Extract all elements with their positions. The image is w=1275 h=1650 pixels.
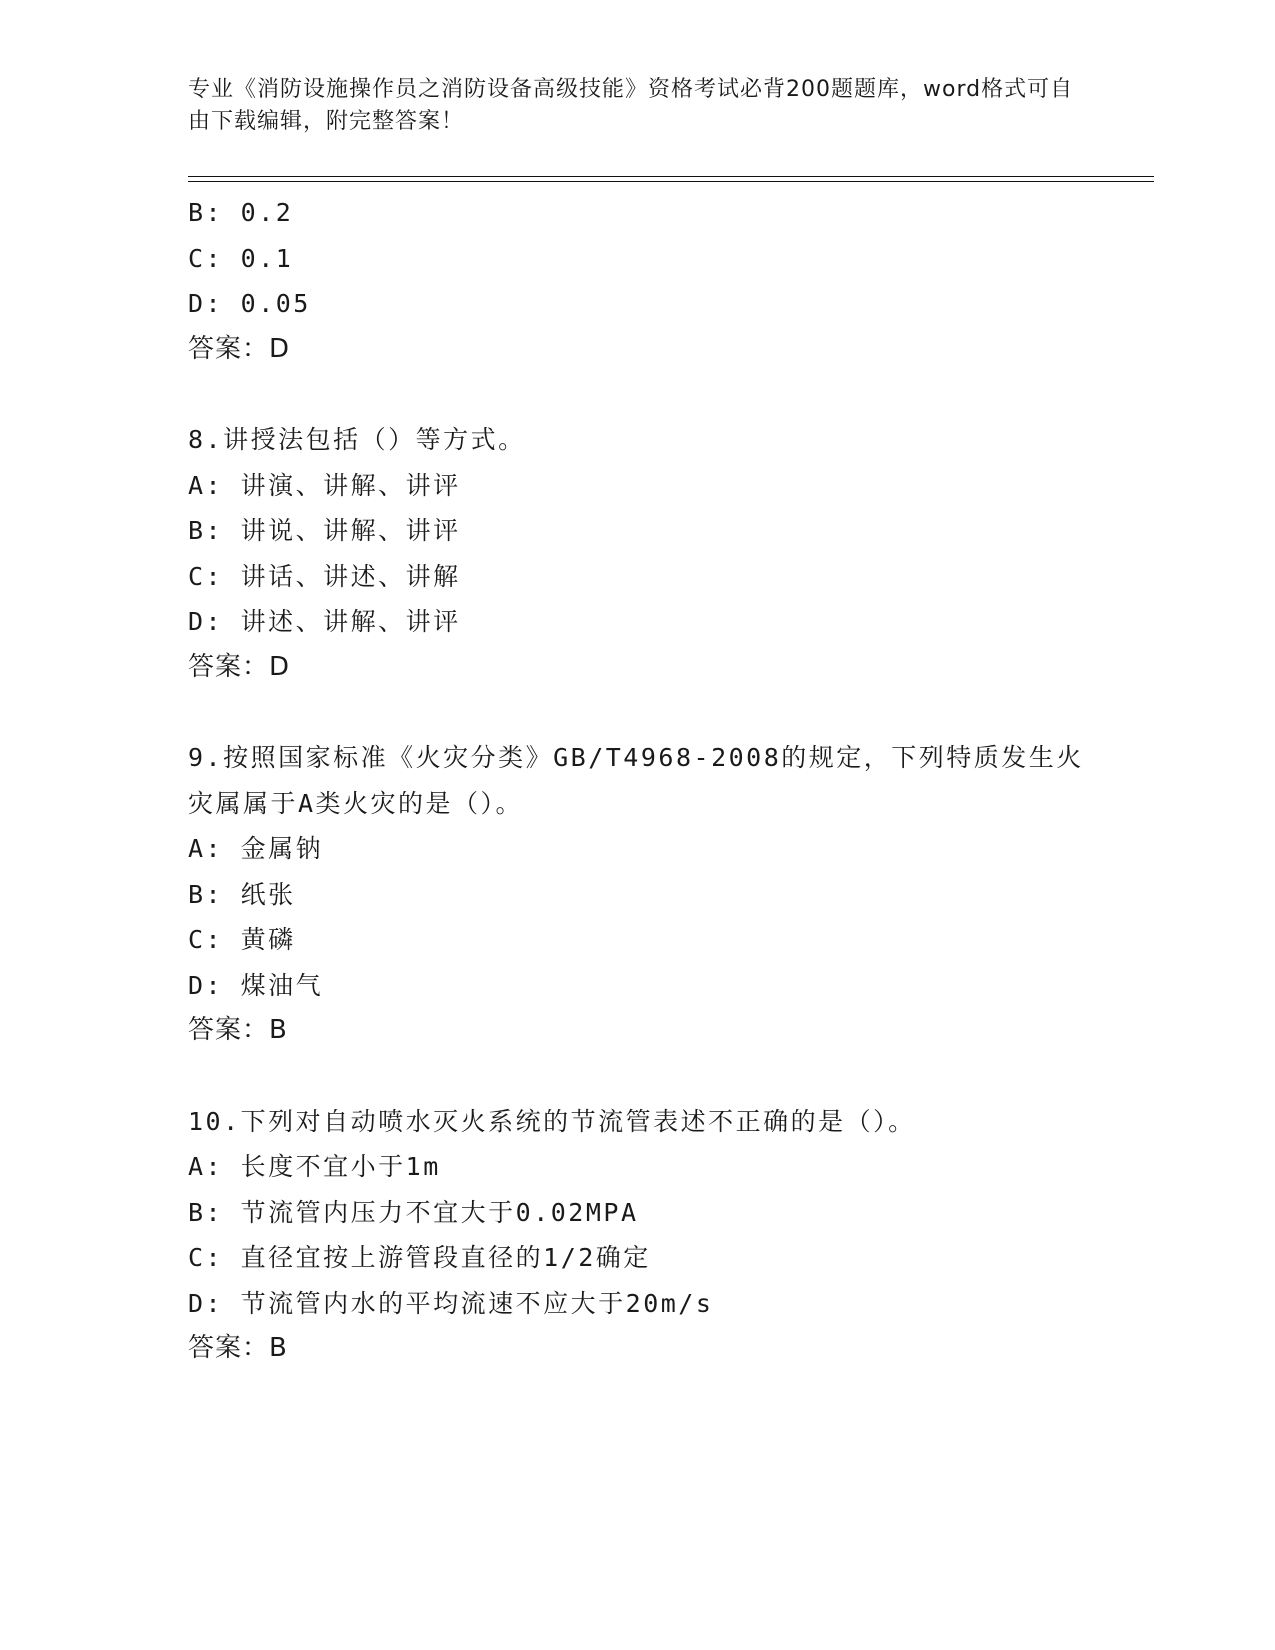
header-divider-top — [188, 176, 1154, 177]
option-a: A: 讲演、讲解、讲评 — [188, 470, 461, 500]
option-c: C: 讲话、讲述、讲解 — [188, 561, 461, 591]
answer-line: 答案：B — [188, 1333, 288, 1363]
document-header: 专业《消防设施操作员之消防设备高级技能》资格考试必背200题题库，word格式可自由下载编辑，附完整答案！ — [188, 77, 1074, 134]
answer-line: 答案：D — [188, 651, 291, 682]
option-c: C: 黄磷 — [188, 925, 296, 954]
option-c: C: 0.1 — [188, 243, 294, 273]
question-list — [188, 190, 1128, 1372]
option-d: D: 煤油气 — [188, 970, 324, 1000]
question-title-line-2: 灾属属于A类火灾的是（）。 — [188, 788, 524, 818]
option-d: D: 讲述、讲解、讲评 — [188, 607, 461, 636]
answer-line: 答案：D — [188, 333, 291, 364]
question-10 — [188, 1099, 1128, 1372]
option-c: C: 直径宜按上游管段直径的1/2确定 — [188, 1243, 651, 1272]
header-divider-bottom — [188, 181, 1154, 182]
option-a: A: 金属钠 — [188, 834, 324, 863]
question-title — [188, 735, 1128, 826]
question-title-line-1: 9.按照国家标准《火灾分类》GB/T4968-2008的规定，下列特质发生火 — [188, 743, 1084, 772]
option-a: A: 长度不宜小于1m — [188, 1152, 441, 1181]
question-title: 8.讲授法包括（）等方式。 — [188, 425, 526, 454]
option-b: B: 0.2 — [188, 198, 294, 227]
option-b: B: 节流管内压力不宜大于0.02MPA — [188, 1197, 639, 1227]
option-d: D: 0.05 — [188, 289, 311, 318]
option-d: D: 节流管内水的平均流速不应大于20m/s — [188, 1288, 714, 1318]
question-title: 10.下列对自动喷水灭火系统的节流管表述不正确的是（）。 — [188, 1106, 916, 1136]
question-8 — [188, 417, 1128, 690]
option-b: B: 讲说、讲解、讲评 — [188, 516, 461, 545]
option-b: B: 纸张 — [188, 879, 296, 909]
answer-line: 答案：B — [188, 1015, 288, 1045]
question-9 — [188, 735, 1128, 1054]
question-7-partial — [188, 190, 1128, 372]
